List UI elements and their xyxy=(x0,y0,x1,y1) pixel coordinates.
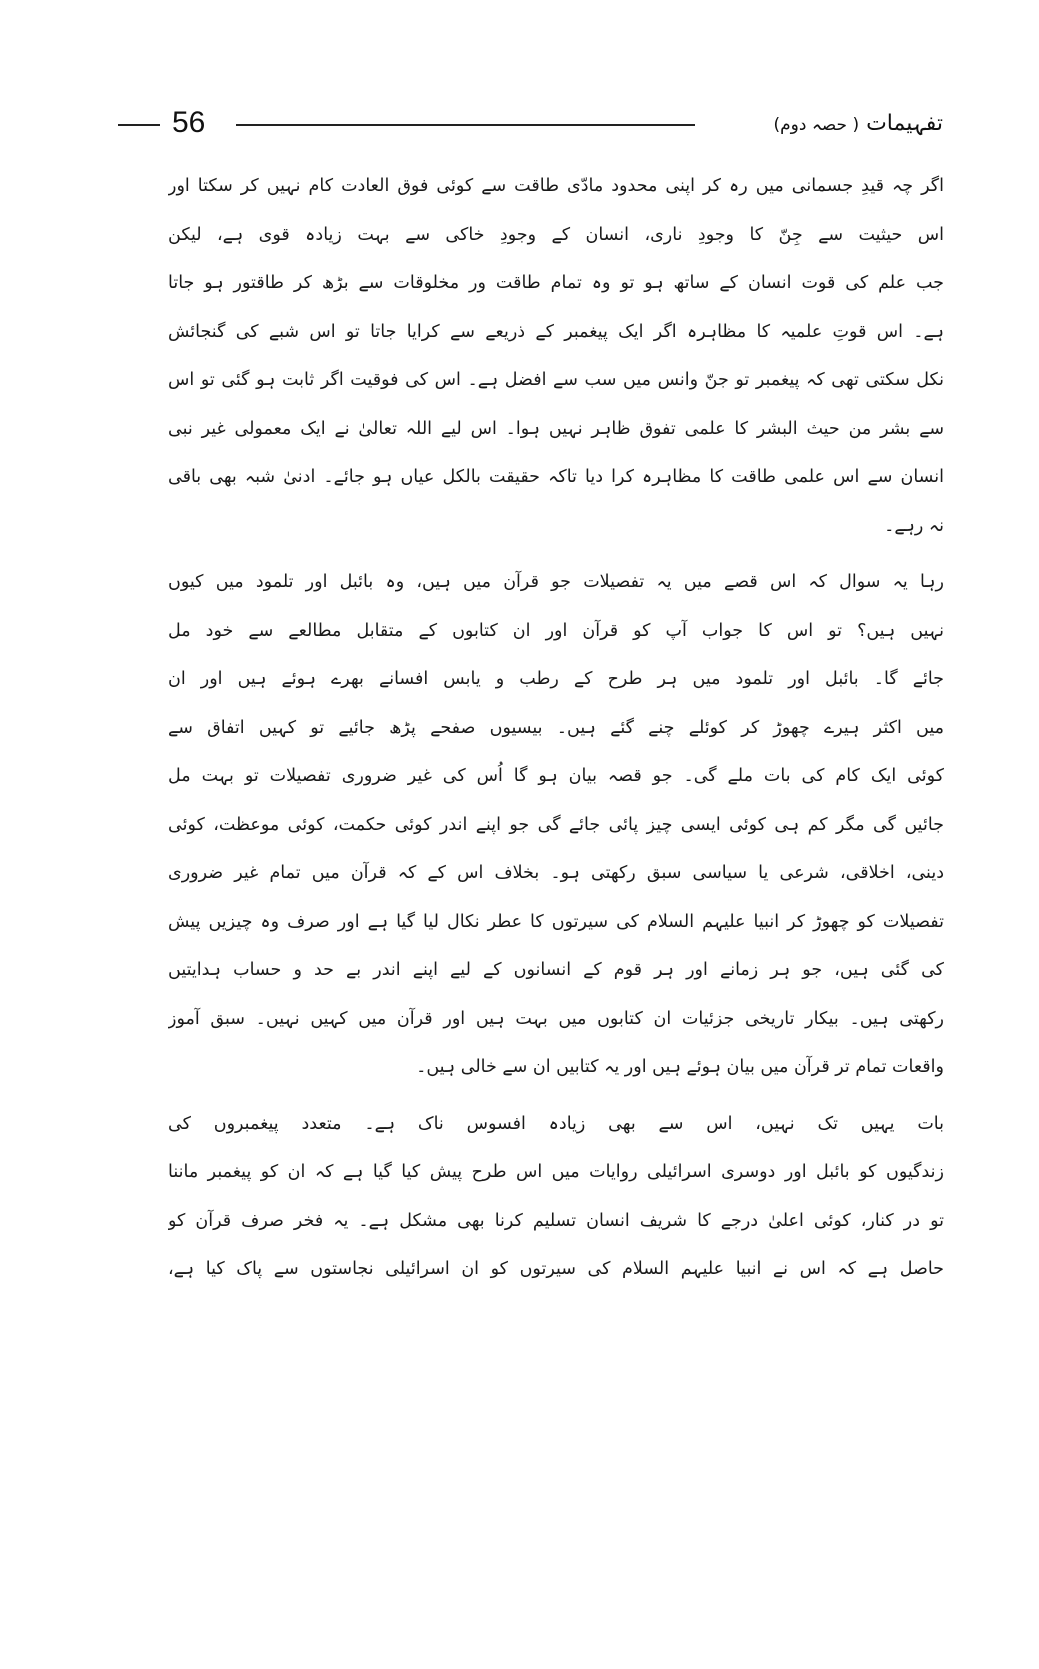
book-title: تفہیمات xyxy=(866,111,943,136)
paragraph-3 xyxy=(168,1100,944,1294)
page-number: 56 xyxy=(172,106,206,139)
text-line: واقعات تمام تر قرآن میں بیان ہوئے ہیں اور یہ کتابیں ان سے خالی ہیں۔ xyxy=(416,1057,944,1077)
text-line: رہا یہ سوال کہ اس قصے میں یہ تفصیلات جو قرآن میں ہیں، وہ بائبل اور تلمود میں کیوں xyxy=(168,572,944,592)
text-line: نہیں ہیں؟ تو اس کا جواب آپ کو قرآن اور ان کتابوں کے متقابل مطالعے سے خود مل xyxy=(168,620,944,641)
text-line: اگر چہ قیدِ جسمانی میں رہ کر اپنی محدود مادّی طاقت سے کوئی فوق العادت کام نہیں کر سکتا اور xyxy=(168,176,944,196)
text-line: کوئی ایک کام کی بات ملے گی۔ جو قصہ بیان ہو گا اُس کی غیر ضروری تفصیلات تو بہت مل xyxy=(168,766,944,786)
text-line: کی گئی ہیں، جو ہر زمانے اور ہر قوم کے انسانوں کے لیے اپنے اندر بے حد و حساب ہدایتیں xyxy=(168,960,944,980)
text-line: دینی، اخلاقی، شرعی یا سیاسی سبق رکھتی ہو۔ بخلاف اس کے کہ قرآن میں تمام غیر ضروری xyxy=(168,863,944,883)
text-line: ہے۔ اس قوتِ علمیہ کا مظاہرہ اگر ایک پیغمبر کے ذریعے سے کرایا جاتا تو اس شبے کی گنجائش xyxy=(168,321,944,342)
text-line: نہ رہے۔ xyxy=(884,515,944,536)
text-line: میں اکثر ہیرے چھوڑ کر کوئلے چنے گئے ہیں۔ بیسیوں صفحے پڑھ جائیے تو کہیں اتفاق سے xyxy=(168,717,944,738)
header-rule-left xyxy=(118,124,160,126)
text-line: اس حیثیت سے جِنّ کا وجودِ ناری، انسان کے وجودِ خاکی سے بہت زیادہ قوی ہے، لیکن xyxy=(168,224,944,245)
book-part: ( حصہ دوم) xyxy=(773,115,860,135)
text-line: زندگیوں کو بائبل اور دوسری اسرائیلی روایات میں اس طرح پیش کیا گیا ہے کہ ان کو پیغمبر ماننا xyxy=(168,1162,944,1182)
text-line: نکل سکتی تھی کہ پیغمبر تو جنّ وانس میں سب سے افضل ہے۔ اس کی فوقیت اگر ثابت ہو گئی تو اس xyxy=(168,370,944,390)
page-header xyxy=(118,104,943,144)
text-line: سے بشر من حیث البشر کا علمی تفوق ظاہر نہیں ہوا۔ اس لیے اللہ تعالیٰ نے ایک معمولی غیر نبی xyxy=(168,418,944,439)
header-rule-middle xyxy=(236,124,695,126)
paragraph-2 xyxy=(168,558,944,1092)
body-text xyxy=(168,162,944,1294)
text-line: جائے گا۔ بائبل اور تلمود میں ہر طرح کے رطب و یابس افسانے بھرے ہوئے ہیں اور ان xyxy=(168,669,944,689)
text-line: حاصل ہے کہ اس نے انبیا علیہم السلام کی سیرتوں کو ان اسرائیلی نجاستوں سے پاک کیا ہے، xyxy=(168,1259,944,1279)
text-line: رکھتی ہیں۔ بیکار تاریخی جزئیات ان کتابوں میں بہت ہیں اور قرآن میں کہیں نہیں۔ سبق آموز xyxy=(168,1008,944,1029)
text-line: تفصیلات کو چھوڑ کر انبیا علیہم السلام کی سیرتوں کا عطر نکال لیا گیا ہے اور صرف وہ چیزیں پیش xyxy=(168,911,944,932)
text-line: جب علم کی قوت انسان کے ساتھ ہو تو وہ تمام طاقت ور مخلوقات سے بڑھ کر طاقتور ہو جاتا xyxy=(168,273,944,293)
running-title xyxy=(773,106,943,143)
paragraph-gap xyxy=(168,1092,944,1100)
text-line: تو در کنار، کوئی اعلیٰ درجے کا شریف انسان تسلیم کرنا بھی مشکل ہے۔ یہ فخر صرف قرآن کو xyxy=(168,1210,944,1231)
paragraph-1 xyxy=(168,162,944,550)
paragraph-gap xyxy=(168,550,944,558)
text-line: جائیں گی مگر کم ہی کوئی ایسی چیز پائی جائے گی جو اپنے اندر کوئی حکمت، کوئی موعظت، کوئی xyxy=(168,814,944,835)
text-line: انسان سے اس علمی طاقت کا مظاہرہ کرا دیا تاکہ حقیقت بالکل عیاں ہو جائے۔ ادنیٰ شبہ بھی باقی xyxy=(168,467,944,487)
text-line: بات یہیں تک نہیں، اس سے بھی زیادہ افسوس ناک ہے۔ متعدد پیغمبروں کی xyxy=(168,1113,944,1134)
